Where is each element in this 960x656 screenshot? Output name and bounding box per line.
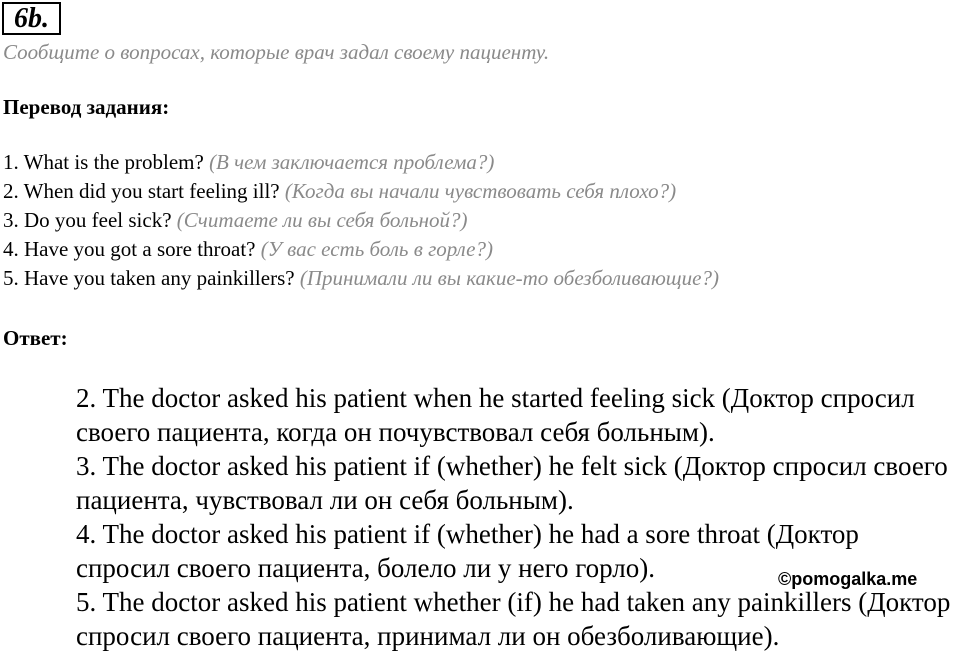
question-text: 5. Have you taken any painkillers?: [3, 266, 295, 290]
question-text: 2. When did you start feeling ill?: [3, 179, 280, 203]
question-item: [3, 264, 719, 293]
task-number-label: 6b.: [2, 2, 61, 35]
question-list: [3, 148, 719, 293]
answer-list: [76, 381, 956, 653]
question-item: [3, 206, 719, 235]
question-translation: (Принимали ли вы какие-то обезболивающие?): [299, 266, 719, 290]
question-translation: (У вас есть боль в горле?): [260, 237, 493, 261]
question-translation: (Считаете ли вы себя больной?): [176, 208, 468, 232]
answer-heading: Ответ:: [3, 326, 68, 350]
question-translation: (В чем заключается проблема?): [209, 150, 495, 174]
answer-item: 5. The doctor asked his patient whether (if) he had taken any painkillers (Доктор спросил своего пациента, принимал ли он обезболивающие).: [76, 587, 951, 651]
question-text: 1. What is the problem?: [3, 150, 204, 174]
question-item: [3, 148, 719, 177]
question-text: 3. Do you feel sick?: [3, 208, 172, 232]
site-watermark: ©pomogalka.me: [778, 569, 918, 589]
question-text: 4. Have you got a sore throat?: [3, 237, 256, 261]
answer-item: 2. The doctor asked his patient when he started feeling sick (Доктор спросил своего пациента, когда он почувствовал себя больным).: [76, 383, 915, 447]
question-translation: (Когда вы начали чувствовать себя плохо?): [284, 179, 677, 203]
task-instruction: Сообщите о вопросах, которые врач задал своему пациенту.: [3, 40, 550, 64]
question-item: [3, 235, 719, 264]
answer-item: 4. The doctor asked his patient if (whether) he had a sore throat (Доктор спросил своего пациента, болело ли у него горло).: [76, 519, 859, 583]
translation-heading: Перевод задания:: [3, 95, 170, 119]
answer-item: 3. The doctor asked his patient if (whether) he felt sick (Доктор спросил своего пациента, чувствовал ли он себя больным).: [76, 451, 948, 515]
question-item: [3, 177, 719, 206]
